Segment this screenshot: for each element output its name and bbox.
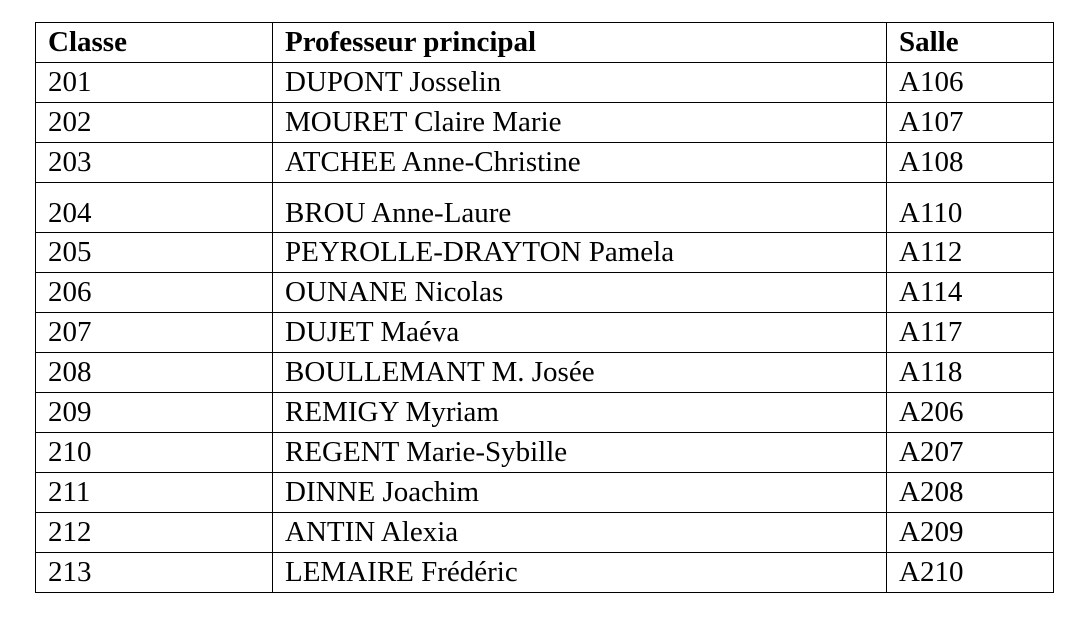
cell-classe: 206 [36,273,273,313]
cell-salle: A106 [887,63,1054,103]
table-row [36,63,1054,103]
cell-professeur: DINNE Joachim [273,473,887,513]
cell-salle: A118 [887,353,1054,393]
cell-salle: A209 [887,513,1054,553]
cell-classe: 203 [36,143,273,183]
cell-classe: 205 [36,233,273,273]
table-row [36,433,1054,473]
cell-salle: A110 [887,183,1054,233]
cell-professeur: DUJET Maéva [273,313,887,353]
cell-classe: 204 [36,183,273,233]
cell-salle: A107 [887,103,1054,143]
table-row [36,513,1054,553]
cell-salle: A210 [887,553,1054,593]
cell-professeur: MOURET Claire Marie [273,103,887,143]
cell-classe: 207 [36,313,273,353]
cell-salle: A117 [887,313,1054,353]
table-row [36,313,1054,353]
cell-professeur: DUPONT Josselin [273,63,887,103]
cell-classe: 209 [36,393,273,433]
cell-professeur: ATCHEE Anne-Christine [273,143,887,183]
table-row [36,143,1054,183]
header-professeur-principal: Professeur principal [273,23,887,63]
cell-salle: A108 [887,143,1054,183]
cell-classe: 211 [36,473,273,513]
cell-salle: A112 [887,233,1054,273]
cell-salle: A208 [887,473,1054,513]
cell-classe: 201 [36,63,273,103]
table-row [36,233,1054,273]
cell-salle: A207 [887,433,1054,473]
table-row [36,393,1054,433]
cell-professeur: BROU Anne-Laure [273,183,887,233]
header-salle: Salle [887,23,1054,63]
cell-professeur: REMIGY Myriam [273,393,887,433]
class-teacher-table [35,22,1054,593]
table-header-row [36,23,1054,63]
cell-professeur: REGENT Marie-Sybille [273,433,887,473]
table-row [36,353,1054,393]
cell-classe: 208 [36,353,273,393]
cell-professeur: BOULLEMANT M. Josée [273,353,887,393]
cell-classe: 202 [36,103,273,143]
cell-classe: 210 [36,433,273,473]
cell-salle: A206 [887,393,1054,433]
cell-professeur: OUNANE Nicolas [273,273,887,313]
table-row [36,103,1054,143]
cell-salle: A114 [887,273,1054,313]
cell-professeur: PEYROLLE-DRAYTON Pamela [273,233,887,273]
cell-classe: 213 [36,553,273,593]
table-row [36,553,1054,593]
cell-professeur: ANTIN Alexia [273,513,887,553]
table-row [36,473,1054,513]
header-classe: Classe [36,23,273,63]
cell-professeur: LEMAIRE Frédéric [273,553,887,593]
cell-classe: 212 [36,513,273,553]
table-row [36,273,1054,313]
table-row [36,183,1054,233]
